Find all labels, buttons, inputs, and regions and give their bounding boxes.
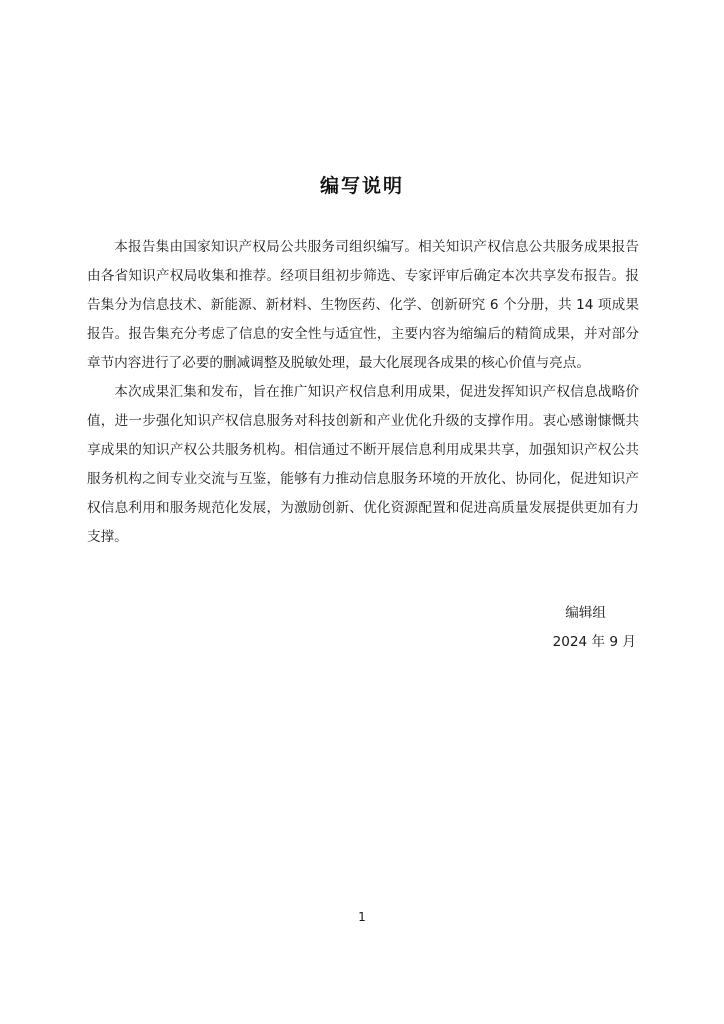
- signature-block: [553, 599, 636, 657]
- page-number: 1: [358, 910, 366, 924]
- signature-editor: 编辑组: [565, 605, 606, 621]
- page-title: 编写说明: [319, 175, 404, 197]
- paragraph-1: 本报告集由国家知识产权局公共服务司组织编写。相关知识产权信息公共服务成果报告由各省知识产权局收集和推荐。经项目组初步筛选、专家评审后确定本次共享发布报告。报告集分为信息技术、新能源、新材料、生物医药、化学、创新研究 6 个分册，共 14 项成果报告。报告集充分考虑了信息的安全性与适宜性，主要内容为缩编后的精简成果，并对部分章节内容进行了必要的删减调整及脱敏处理，最大化展现各成果的核心价值与亮点。: [87, 239, 639, 371]
- signature-date: 2024 年 9 月: [552, 634, 636, 650]
- body-text: [87, 233, 639, 552]
- paragraph-2: 本次成果汇集和发布，旨在推广知识产权信息利用成果，促进发挥知识产权信息战略价值，进一步强化知识产权信息服务对科技创新和产业优化升级的支撑作用。衷心感谢慷慨共享成果的知识产权公共服务机构。相信通过不断开展信息利用成果共享，加强知识产权公共服务机构之间专业交流与互鉴，能够有力推动信息服务环境的开放化、协同化，促进知识产权信息利用和服务规范化发展，为激励创新、优化资源配置和促进高质量发展提供更加有力支撑。: [87, 384, 639, 545]
